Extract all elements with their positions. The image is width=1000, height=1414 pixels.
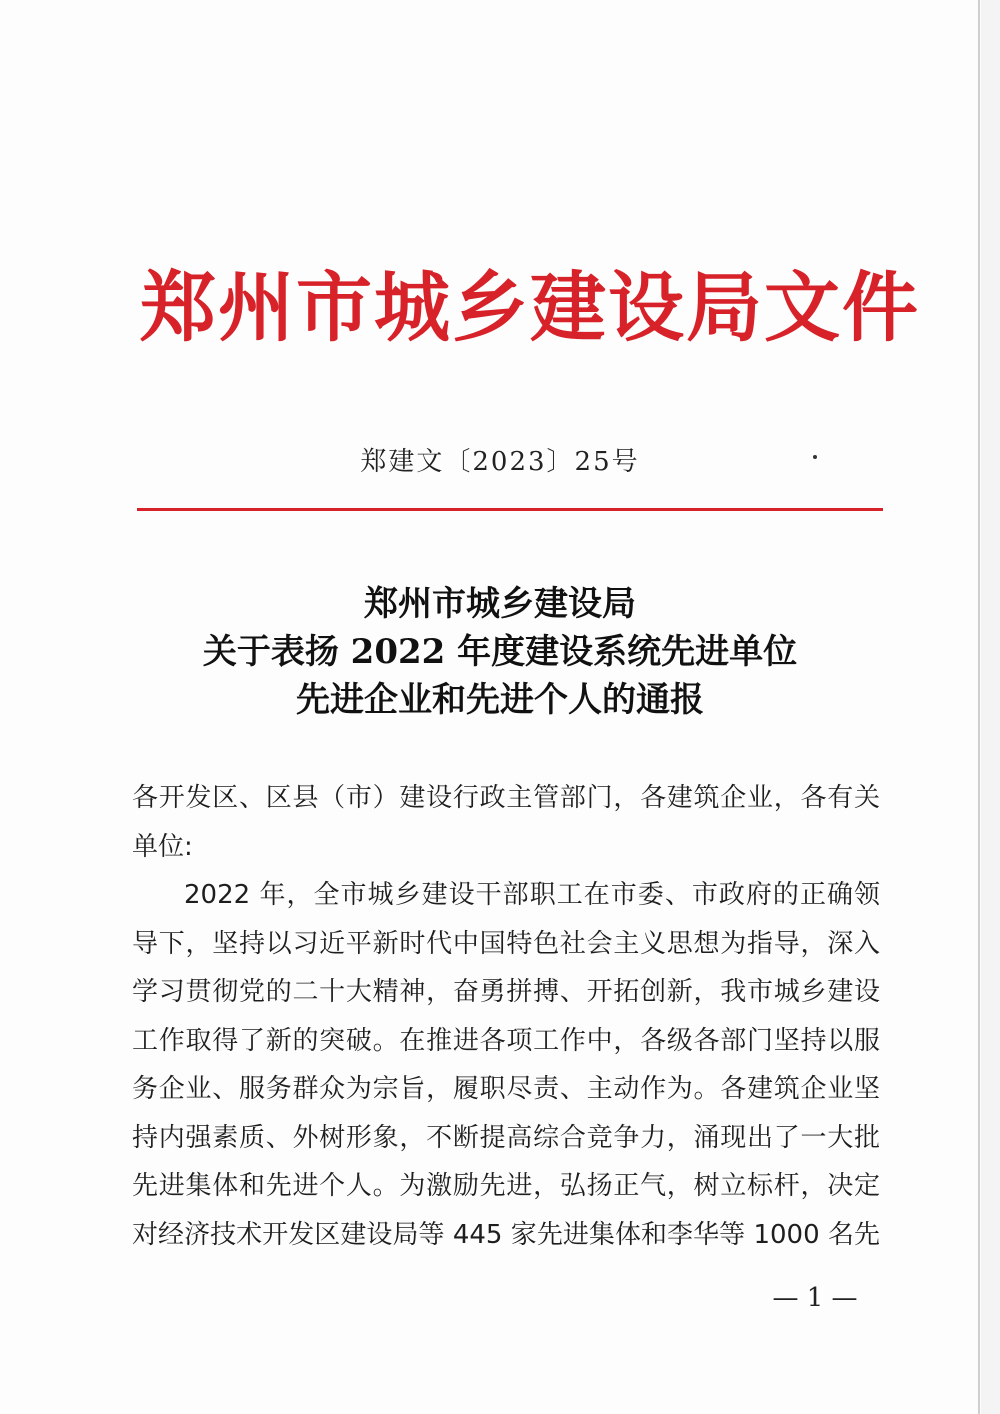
paragraph-line: 先进集体和先进个人。为激励先进，弘扬正气，树立标杆，决定 [132, 1171, 880, 1201]
red-divider-rule [137, 508, 883, 511]
salutation-line: 单位: [132, 831, 193, 862]
title-line: 关于表扬 2022 年度建设系统先进单位 [202, 632, 798, 672]
paragraph-line: 务企业、服务群众为宗旨，履职尽责、主动作为。各建筑企业坚 [132, 1074, 880, 1104]
notice-title [140, 580, 860, 724]
paragraph-line: 导下，坚持以习近平新时代中国特色社会主义思想为指导，深入 [132, 928, 880, 959]
salutation-line: 各开发区、区县（市）建设行政主管部门，各建筑企业，各有关 [132, 783, 880, 813]
masthead-title: 郑州市城乡建设局文件 [140, 263, 920, 352]
scan-margin [981, 0, 1000, 1414]
page-number: — 1 — [772, 1283, 858, 1313]
document-number: 郑建文〔2023〕25号 [360, 447, 640, 477]
paragraph-line: 持内强素质、外树形象，不断提高综合竞争力，涌现出了一大批 [132, 1122, 880, 1153]
scan-edge-line [978, 0, 980, 1414]
scan-speck [813, 455, 817, 459]
paragraph-line: 2022 年，全市城乡建设干部职工在市委、市政府的正确领 [184, 880, 880, 910]
paragraph-line: 对经济技术开发区建设局等 445 家先进集体和李华等 1000 名先 [132, 1219, 880, 1250]
title-line: 先进企业和先进个人的通报 [296, 680, 704, 720]
title-line: 郑州市城乡建设局 [364, 584, 636, 624]
notice-body [132, 774, 880, 1259]
paragraph-line: 学习贯彻党的二十大精神，奋勇拼搏、开拓创新，我市城乡建设 [132, 977, 880, 1007]
paragraph-line: 工作取得了新的突破。在推进各项工作中，各级各部门坚持以服 [132, 1025, 880, 1056]
